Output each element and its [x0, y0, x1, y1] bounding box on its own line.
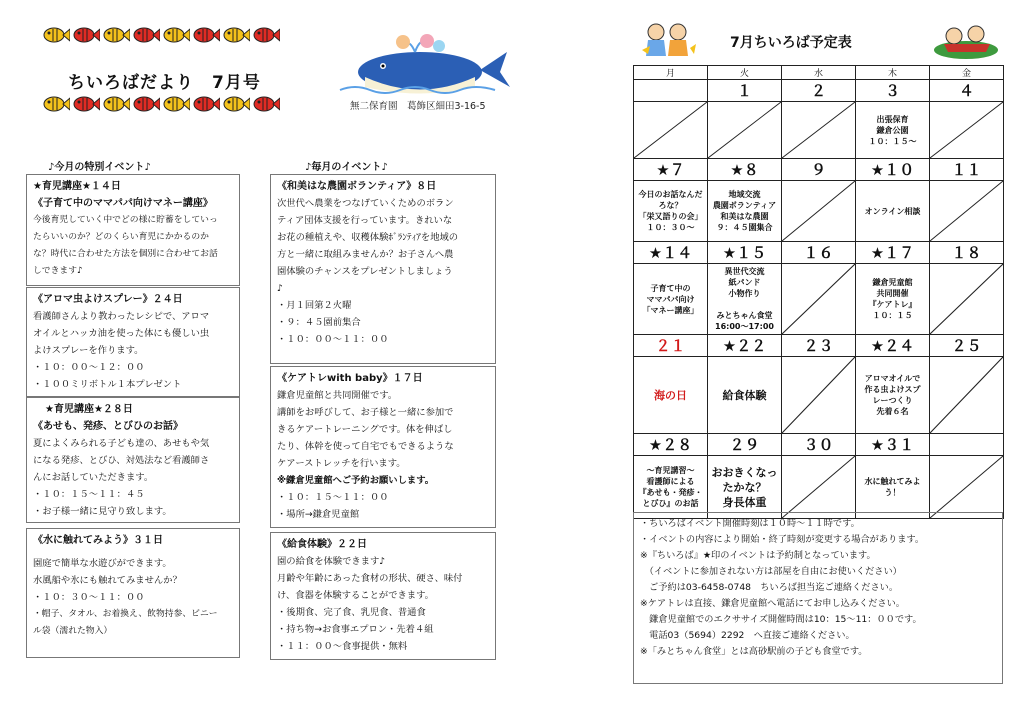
- fish-icon: [42, 95, 70, 113]
- fish-decoration-bottom: [42, 95, 280, 113]
- event-subtitle: 《子育て中のママパパ向けマネー講座》: [33, 198, 213, 209]
- event-line: ・１０：３０～１１：００: [33, 592, 145, 603]
- newsletter-title: ちいろばだより 7月号: [68, 73, 261, 93]
- event-line: な？時代に合わせた方法を個別に合わせてお話: [33, 249, 218, 259]
- event-line: たらいいのか？どのくらい育児にかかるのか: [33, 232, 209, 242]
- date-number: ★８: [708, 159, 782, 181]
- event-row: [634, 181, 1004, 242]
- event-line: 鎌倉児童館と共同開催です。: [277, 390, 398, 401]
- event-line: ・月１回第２火曜: [277, 300, 352, 311]
- fish-icon: [252, 26, 280, 44]
- fish-decoration-top: [42, 26, 280, 44]
- calendar-cell: [930, 264, 1004, 335]
- event-title: 《アロマ虫よけスプレー》２４日: [33, 294, 183, 305]
- calendar-cell: [782, 264, 856, 335]
- date-number: １１: [930, 159, 1004, 181]
- weekday-label: 木: [856, 66, 930, 80]
- fish-icon: [192, 95, 220, 113]
- calendar-cell: [856, 264, 930, 335]
- fish-icon: [42, 26, 70, 44]
- calendar-cell: [782, 456, 856, 519]
- event-title: 《ケアトレwith baby》１７日: [277, 373, 423, 384]
- note-line: 電話03（5694）2292 へ直接ご連絡ください。: [640, 630, 855, 641]
- date-number: ★２４: [856, 335, 930, 357]
- fish-icon: [252, 95, 280, 113]
- event-row: [634, 456, 1004, 519]
- event-line: になる発疹、とびひ、対処法など看護師さ: [33, 455, 210, 466]
- empty-cell-slash: [930, 181, 1003, 241]
- date-number: ★１０: [856, 159, 930, 181]
- note-line: ・イベントの内容により開始・終了時刻が変更する場合があります。: [640, 534, 925, 545]
- kids-illustration-right: [930, 20, 1002, 60]
- calendar-cell: [782, 181, 856, 242]
- date-number: ４: [930, 80, 1004, 102]
- note-line: ・ちいろばイベント開催時刻は１０時～１１時です。: [640, 518, 860, 529]
- event-line: ケアーストレッチを行います。: [277, 458, 406, 469]
- event-row: [634, 102, 1004, 159]
- calendar-cell: [708, 102, 782, 159]
- event-line: 今後育児していく中でどの様に貯蓄をしていっ: [33, 215, 218, 225]
- calendar-cell: [782, 102, 856, 159]
- date-number: ２１: [634, 335, 708, 357]
- event-line: 園庭で簡単な水遊びができます。: [33, 558, 172, 569]
- empty-cell-slash: [782, 357, 855, 433]
- event-line: きるケアートレーニングです。体を伸ばし: [277, 424, 453, 435]
- event-box-water-play: [26, 528, 240, 658]
- event-line: 次世代へ農業をつなげていくためのボラン: [277, 198, 454, 209]
- event-line: ♪: [277, 283, 283, 294]
- event-line: ・１００ミリボトル１本プレゼント: [33, 379, 182, 390]
- fish-icon: [162, 95, 190, 113]
- weekday-label: 月: [634, 66, 708, 80]
- event-line: ・帽子、タオル、お着換え、飲物持参、ビニー: [33, 609, 218, 619]
- note-line: ご予約は03-6458-0748 ちいろば担当迄ご連絡ください。: [640, 582, 899, 593]
- date-number: １: [708, 80, 782, 102]
- date-number: ２: [782, 80, 856, 102]
- date-number-row: [634, 80, 1004, 102]
- calendar-cell: [634, 357, 708, 434]
- event-line: 園体験のチャンスをプレゼントしましょう: [277, 266, 453, 277]
- event-title: ★育児講座★１４日: [33, 181, 121, 192]
- calendar-cell: [930, 357, 1004, 434]
- calendar-cell: [856, 102, 930, 159]
- cell-event-text: 水に触れてみよ う！: [864, 477, 921, 497]
- fish-icon: [72, 95, 100, 113]
- calendar-cell: [930, 102, 1004, 159]
- event-title: 《和美はな農園ボランティア》８日: [277, 181, 437, 192]
- event-line: ・１０：００～１２：００: [33, 362, 145, 373]
- schedule-notes: [633, 512, 1003, 684]
- event-line: ・１０：００～１１：００: [277, 334, 389, 345]
- note-line: （イベントに参加されない方は部屋を自由にお使いください）: [640, 566, 902, 577]
- event-line: 方と一緒に取組みませんか？お子さんへ農: [277, 249, 454, 260]
- date-number: １６: [782, 242, 856, 264]
- date-number: [930, 434, 1004, 456]
- cell-event-text: 海の日: [654, 388, 687, 402]
- kids-illustration-left: [636, 20, 698, 60]
- date-number: ２５: [930, 335, 1004, 357]
- event-row: [634, 357, 1004, 434]
- note-line: 鎌倉児童館でのエクササイズ開催時間は10：15～11：００です。: [640, 614, 922, 625]
- cell-event-text: ～育児講習～ 看護師による 『あせも・発疹・ とびひ』のお話: [638, 466, 703, 508]
- calendar-cell: [856, 357, 930, 434]
- event-line: ・お子様一緒に見守り致します。: [33, 506, 172, 517]
- event-line: 水風船や氷にも触れてみませんか？: [33, 575, 182, 586]
- fish-icon: [192, 26, 220, 44]
- calendar-cell: [930, 181, 1004, 242]
- weekday-label: 水: [782, 66, 856, 80]
- event-title: 《水に触れてみよう》３１日: [33, 535, 163, 546]
- cell-event-text: オンライン相談: [864, 206, 921, 216]
- schedule-title: 7月ちいろば予定表: [730, 35, 852, 51]
- whale-illustration: [335, 32, 515, 94]
- event-line: たり、体幹を使って自宅でもできるような: [277, 441, 454, 452]
- calendar-cell: [708, 264, 782, 335]
- fish-icon: [222, 26, 250, 44]
- event-line: ・１０：１５～１１：４５: [33, 489, 145, 500]
- event-subtitle: 《あせも、発疹、とびひのお話》: [33, 421, 183, 432]
- event-line: 夏によくみられる子ども達の、あせもや気: [33, 438, 210, 449]
- date-number: ★７: [634, 159, 708, 181]
- special-events-heading: ♪今月の特別イベント♪: [48, 162, 151, 173]
- date-number: ★２８: [634, 434, 708, 456]
- date-number-row: [634, 335, 1004, 357]
- date-number: ３０: [782, 434, 856, 456]
- event-row: [634, 264, 1004, 335]
- schedule-table: [633, 65, 1004, 519]
- cell-event-text: 子育て中の ママパパ向け 「マネー講座」: [642, 283, 699, 315]
- event-line: んにお話していただきます。: [33, 472, 154, 483]
- address: 無二保育園 葛飾区細田3-16-5: [350, 101, 486, 112]
- calendar-cell: [634, 102, 708, 159]
- cell-event-text: 給食体験: [722, 388, 767, 402]
- date-number: ★１５: [708, 242, 782, 264]
- empty-cell-slash: [634, 102, 707, 158]
- event-box-money-seminar: [26, 174, 240, 286]
- empty-cell-slash: [782, 102, 855, 158]
- calendar-cell: [634, 456, 708, 519]
- weekday-header-row: [634, 66, 1004, 80]
- fish-icon: [222, 95, 250, 113]
- empty-cell-slash: [782, 456, 855, 518]
- fish-icon: [132, 95, 160, 113]
- date-number-row: [634, 159, 1004, 181]
- calendar-cell: [930, 456, 1004, 519]
- event-line: ・場所→鎌倉児童館: [277, 509, 360, 520]
- date-number: ２３: [782, 335, 856, 357]
- calendar-cell: [708, 181, 782, 242]
- event-line: 月齢や年齢にあった食材の形状、硬さ、味付: [277, 573, 463, 584]
- calendar-cell: [782, 357, 856, 434]
- empty-cell-slash: [708, 102, 781, 158]
- empty-cell-slash: [930, 264, 1003, 334]
- note-line: ※「みとちゃん食堂」とは高砂駅前の子ども食堂です。: [640, 646, 868, 657]
- event-box-caretraining: [270, 366, 496, 528]
- event-line: 園の給食を体験できます♪: [277, 556, 386, 567]
- event-line: け、食器を体験することができます。: [277, 590, 434, 601]
- date-number-row: [634, 242, 1004, 264]
- date-number: ２９: [708, 434, 782, 456]
- fish-icon: [102, 95, 130, 113]
- cell-event-text: 鎌倉児童館 共同開催 『ケアトレ』 １０：１５: [868, 278, 917, 320]
- weekday-label: 火: [708, 66, 782, 80]
- cell-event-text: アロマオイルで 作る虫よけスプ レーつくり 先着６名: [864, 374, 921, 416]
- note-line: ※『ちいろば』★印のイベントは予約制となっています。: [640, 550, 876, 561]
- empty-cell-slash: [782, 264, 855, 334]
- event-line: ル袋（濡れた物入）: [33, 626, 113, 636]
- event-line: 看護師さんより教わったレシピで、アロマ: [33, 311, 210, 322]
- event-box-aroma-spray: [26, 287, 240, 397]
- fish-icon: [162, 26, 190, 44]
- event-box-farm-volunteer: [270, 174, 496, 364]
- fish-icon: [132, 26, 160, 44]
- empty-cell-slash: [930, 456, 1003, 518]
- cell-event-text: おおきくなっ たかな？ 身長体重: [711, 465, 778, 509]
- event-box-rash-talk: [26, 397, 240, 523]
- date-number: ★２２: [708, 335, 782, 357]
- date-number: ３: [856, 80, 930, 102]
- event-line: ・１０：１５～１１：００: [277, 492, 389, 503]
- event-line: ・１１：００～食事提供・無料: [277, 641, 408, 652]
- date-number: ★３１: [856, 434, 930, 456]
- calendar-cell: [856, 181, 930, 242]
- event-title: 《給食体験》２２日: [277, 539, 367, 550]
- calendar-cell: [634, 264, 708, 335]
- event-line: ・９：４５園前集合: [277, 317, 361, 328]
- event-line: オイルとハッカ油を使った体にも優しい虫: [33, 328, 210, 339]
- cell-event-text: 出張保育 鎌倉公園 １０：１５～: [868, 114, 917, 146]
- date-number: ★１７: [856, 242, 930, 264]
- date-number: [634, 80, 708, 102]
- event-line: 講師をお呼びして、お子様と一緒に参加で: [277, 407, 454, 418]
- calendar-cell: [856, 456, 930, 519]
- event-line: しできます♪: [33, 266, 83, 276]
- monthly-events-heading: ♪毎月のイベント♪: [305, 162, 388, 173]
- weekday-label: 金: [930, 66, 1004, 80]
- event-line: お花の種植えや、収穫体験ﾎﾞﾗﾝﾃｨｱを地域の: [277, 232, 459, 243]
- fish-icon: [102, 26, 130, 44]
- event-title: ★育児講座★２８日: [45, 404, 133, 415]
- cell-event-text: 地域交流 農園ボランティア 和美はな農園 ９：４５園集合: [712, 190, 777, 232]
- fish-icon: [72, 26, 100, 44]
- event-line: ティア団体支援を行っています。きれいな: [277, 215, 453, 226]
- date-number: １８: [930, 242, 1004, 264]
- cell-event-text: 異世代交流 紙パンド 小物作り みとちゃん食堂 16:00～17:00: [715, 267, 774, 331]
- calendar-cell: [634, 181, 708, 242]
- event-line: ※鎌倉児童館へご予約お願いします。: [277, 475, 435, 486]
- date-number: ★１４: [634, 242, 708, 264]
- date-number: ９: [782, 159, 856, 181]
- cell-event-text: 今日のお話なんだ ろな？ 「栄又語りの会」 １０：３０～: [638, 190, 703, 232]
- empty-cell-slash: [930, 102, 1003, 158]
- calendar-cell: [708, 357, 782, 434]
- event-line: ・後期食、完了食、乳児食、普通食: [277, 607, 426, 618]
- note-line: ※ケアトレは直接、鎌倉児童館へ電話にてお申し込みください。: [640, 598, 905, 609]
- event-line: ・持ち物→お食事エプロン・先着４組: [277, 624, 434, 635]
- event-box-lunch-trial: [270, 532, 496, 660]
- empty-cell-slash: [782, 181, 855, 241]
- date-number-row: [634, 434, 1004, 456]
- event-line: よけスプレーを作ります。: [33, 345, 144, 356]
- empty-cell-slash: [930, 357, 1003, 433]
- calendar-cell: [708, 456, 782, 519]
